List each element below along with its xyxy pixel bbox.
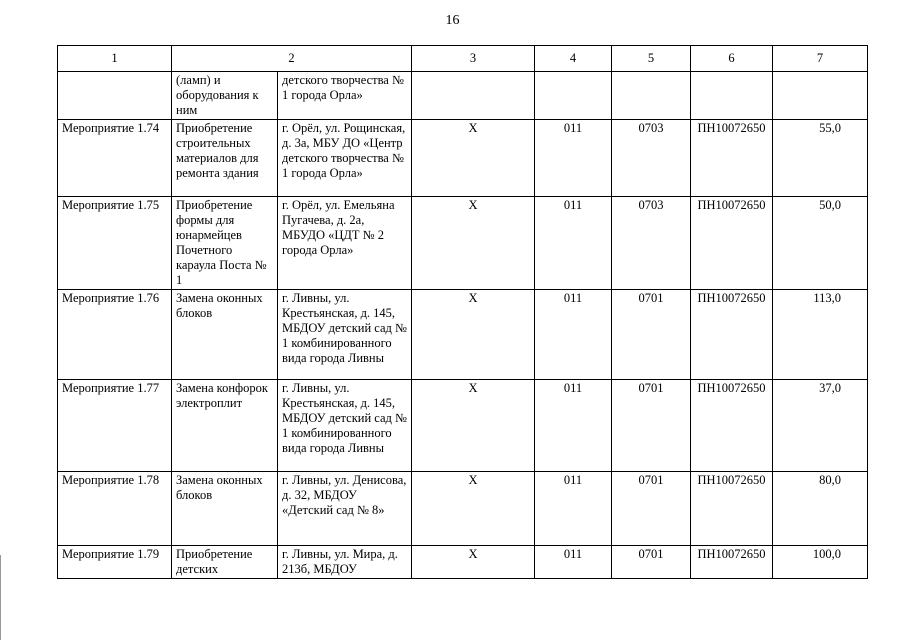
col5-cell	[612, 72, 691, 120]
table-row	[58, 380, 868, 472]
col5-cell: 0703	[612, 120, 691, 197]
column-header: 5	[612, 46, 691, 72]
name-cell: Замена оконных блоков	[172, 472, 278, 546]
col5-cell: 0701	[612, 472, 691, 546]
col5-cell: 0703	[612, 197, 691, 290]
measure-cell: Мероприятие 1.74	[58, 120, 172, 197]
amount-cell: 55,0	[773, 120, 868, 197]
page-number: 16	[445, 13, 460, 28]
col3-cell: X	[412, 197, 535, 290]
name-cell: (ламп) и оборудования к ним	[172, 72, 278, 120]
col4-cell: 011	[535, 472, 612, 546]
amount-cell: 80,0	[773, 472, 868, 546]
col6-cell: ПН10072650	[691, 546, 773, 579]
column-header: 4	[535, 46, 612, 72]
amount-cell: 113,0	[773, 290, 868, 380]
address-cell: г. Ливны, ул. Денисова, д. 32, МБДОУ «Детский сад № 8»	[278, 472, 412, 546]
col5-cell: 0701	[612, 380, 691, 472]
measure-cell	[58, 72, 172, 120]
amount-cell: 100,0	[773, 546, 868, 579]
col4-cell: 011	[535, 546, 612, 579]
amount-cell: 37,0	[773, 380, 868, 472]
col6-cell: ПН10072650	[691, 120, 773, 197]
measure-cell: Мероприятие 1.75	[58, 197, 172, 290]
table-row	[58, 72, 868, 120]
measure-cell: Мероприятие 1.79	[58, 546, 172, 579]
table-row	[58, 290, 868, 380]
col5-cell: 0701	[612, 546, 691, 579]
address-cell: г. Орёл, ул. Рощинская, д. 3а, МБУ ДО «Центр детского творчества № 1 города Орла»	[278, 120, 412, 197]
col4-cell: 011	[535, 380, 612, 472]
scan-edge-divider	[0, 555, 1, 640]
measure-cell: Мероприятие 1.76	[58, 290, 172, 380]
table-row	[58, 472, 868, 546]
address-cell: г. Орёл, ул. Емельяна Пугачева, д. 2а, МБУДО «ЦДТ № 2 города Орла»	[278, 197, 412, 290]
name-cell: Замена конфорок электроплит	[172, 380, 278, 472]
col6-cell: ПН10072650	[691, 290, 773, 380]
col4-cell: 011	[535, 290, 612, 380]
name-cell: Приобретение детских	[172, 546, 278, 579]
column-header: 2	[172, 46, 412, 72]
measure-cell: Мероприятие 1.78	[58, 472, 172, 546]
name-cell: Замена оконных блоков	[172, 290, 278, 380]
amount-cell: 50,0	[773, 197, 868, 290]
table-row	[58, 546, 868, 579]
address-cell: г. Ливны, ул. Крестьянская, д. 145, МБДОУ детский сад № 1 комбинированного вида города Ливны	[278, 380, 412, 472]
col4-cell	[535, 72, 612, 120]
col3-cell: X	[412, 290, 535, 380]
name-cell: Приобретение строительных материалов для ремонта здания	[172, 120, 278, 197]
col6-cell	[691, 72, 773, 120]
col6-cell: ПН10072650	[691, 472, 773, 546]
budget-measures-table	[57, 45, 868, 579]
col4-cell: 011	[535, 197, 612, 290]
table-row	[58, 120, 868, 197]
col4-cell: 011	[535, 120, 612, 197]
column-header: 1	[58, 46, 172, 72]
col3-cell: X	[412, 120, 535, 197]
measure-cell: Мероприятие 1.77	[58, 380, 172, 472]
name-cell: Приобретение формы для юнармейцев Почетного караула Поста № 1	[172, 197, 278, 290]
address-cell: г. Ливны, ул. Крестьянская, д. 145, МБДОУ детский сад № 1 комбинированного вида города Ливны	[278, 290, 412, 380]
column-header: 7	[773, 46, 868, 72]
col3-cell: X	[412, 546, 535, 579]
col6-cell: ПН10072650	[691, 197, 773, 290]
address-cell: детского творчества № 1 города Орла»	[278, 72, 412, 120]
col3-cell: X	[412, 380, 535, 472]
header-row	[58, 46, 868, 72]
table-row	[58, 197, 868, 290]
col6-cell: ПН10072650	[691, 380, 773, 472]
amount-cell	[773, 72, 868, 120]
col3-cell: X	[412, 472, 535, 546]
column-header: 6	[691, 46, 773, 72]
col3-cell	[412, 72, 535, 120]
col5-cell: 0701	[612, 290, 691, 380]
address-cell: г. Ливны, ул. Мира, д. 213б, МБДОУ	[278, 546, 412, 579]
column-header: 3	[412, 46, 535, 72]
